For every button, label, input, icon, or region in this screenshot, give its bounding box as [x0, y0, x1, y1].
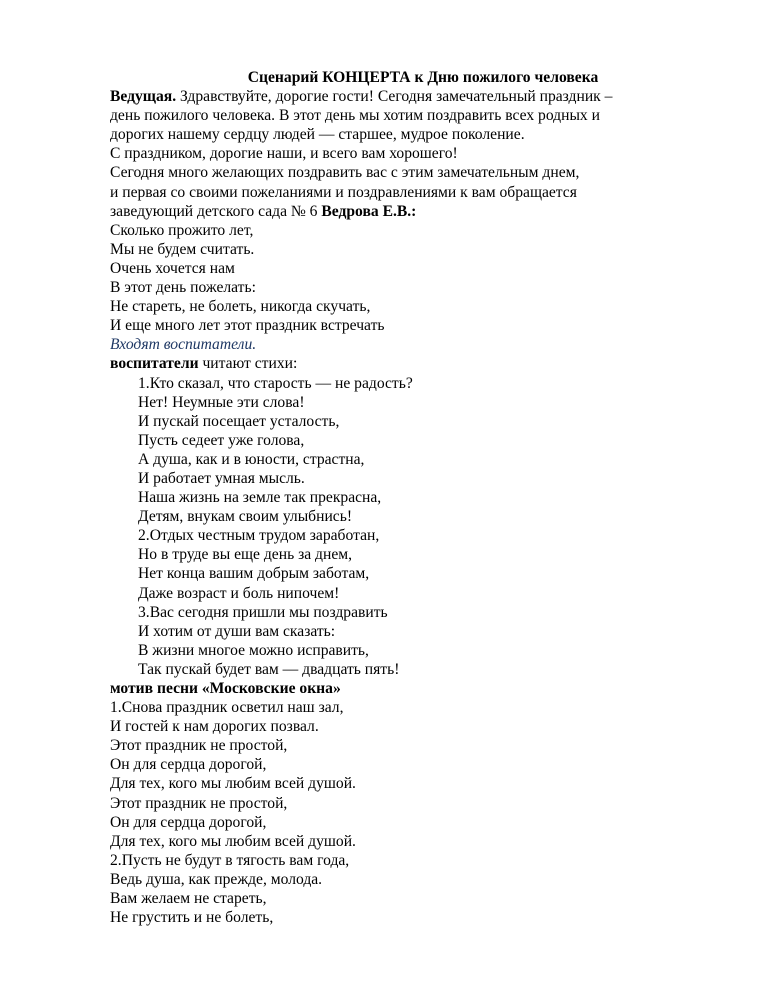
intro-line-5: Сегодня много желающих поздравить вас с этим замечательным днем, [110, 164, 580, 182]
teachers-poem-line: Нет конца вашим добрым заботам, [138, 565, 370, 583]
song-line: Для тех, кого мы любим всей душой. [110, 775, 356, 793]
teachers-poem-line: Но в труде вы еще день за днем, [138, 546, 353, 564]
head-poem-line: Мы не будем считать. [110, 240, 255, 258]
song-lyrics [110, 698, 710, 927]
head-poem-line: Сколько прожито лет, [110, 221, 254, 239]
teachers-poem-line: И работает умная мысль. [138, 469, 305, 487]
speaker-label: Ведущая. [110, 88, 177, 106]
teachers-poem-line: 1.Кто сказал, что старость — не радость? [138, 374, 413, 392]
head-poem [110, 221, 710, 336]
song-line: Этот праздник не простой, [110, 794, 288, 812]
song-line: Он для сердца дорогой, [110, 813, 267, 831]
teachers-poem-line: Детям, внукам своим улыбнись! [138, 508, 353, 526]
intro-line-7 [110, 202, 710, 221]
head-poem-line: И еще много лет этот праздник встречать [110, 317, 385, 335]
teachers-poem-line: Пусть седеет уже голова, [138, 431, 305, 449]
teachers-poem-line: И хотим от души вам сказать: [138, 622, 336, 640]
teachers-heading-rest: читают стихи: [198, 355, 298, 373]
teachers-poem-line: Даже возраст и боль нипочем! [138, 584, 340, 602]
stage-direction: Входят воспитатели. [110, 336, 257, 354]
teachers-heading-bold: воспитатели [110, 355, 199, 373]
head-poem-line: Очень хочется нам [110, 259, 235, 277]
song-line: Этот праздник не простой, [110, 737, 288, 755]
intro-line-6: и первая со своими пожеланиями и поздравлениями к вам обращается [110, 183, 577, 201]
song-line: Ведь душа, как прежде, молода. [110, 870, 323, 888]
intro-line-1-text: Здравствуйте, дорогие гости! Сегодня замечательный праздник – [176, 88, 613, 106]
teachers-poem-line: И пускай посещает усталость, [138, 412, 340, 430]
head-poem-line: В этот день пожелать: [110, 279, 256, 297]
intro-line-3: дорогих нашему сердцу людей — старшее, мудрое поколение. [110, 126, 525, 144]
song-line: Не грустить и не болеть, [110, 909, 274, 927]
intro-line-7-text: заведующий детского сада № 6 [110, 202, 322, 220]
teachers-poem-line: 2.Отдых честным трудом заработан, [138, 527, 380, 545]
intro-line-2: день пожилого человека. В этот день мы хотим поздравить всех родных и [110, 107, 600, 125]
document-page [110, 68, 710, 927]
intro-line-4: С праздником, дорогие наши, и всего вам хорошего! [110, 145, 458, 163]
head-poem-line: Не стареть, не болеть, никогда скучать, [110, 298, 371, 316]
song-line: И гостей к нам дорогих позвал. [110, 718, 319, 736]
head-name: Ведрова Е.В.: [321, 202, 417, 220]
teachers-poem-line: А душа, как и в юности, страстна, [138, 450, 365, 468]
song-line: Вам желаем не стареть, [110, 890, 267, 908]
song-line: Он для сердца дорогой, [110, 756, 267, 774]
teachers-poem-line: Так пускай будет вам — двадцать пять! [138, 660, 400, 678]
teachers-poem-line: В жизни многое можно исправить, [138, 641, 369, 659]
teachers-poem-line: 3.Вас сегодня пришли мы поздравить [138, 603, 388, 621]
teachers-poem [110, 374, 710, 680]
song-line: 1.Снова праздник осветил наш зал, [110, 699, 344, 717]
teachers-poem-line: Нет! Неумные эти слова! [138, 393, 305, 411]
intro-line-1 [110, 87, 710, 106]
song-line: 2.Пусть не будут в тягость вам года, [110, 851, 350, 869]
document-title: Сценарий КОНЦЕРТА к Дню пожилого человека [247, 69, 599, 86]
song-heading: мотив песни «Московские окна» [110, 680, 341, 697]
song-line: Для тех, кого мы любим всей душой. [110, 832, 356, 850]
teachers-heading [110, 354, 710, 373]
teachers-poem-line: Наша жизнь на земле так прекрасна, [138, 489, 382, 507]
